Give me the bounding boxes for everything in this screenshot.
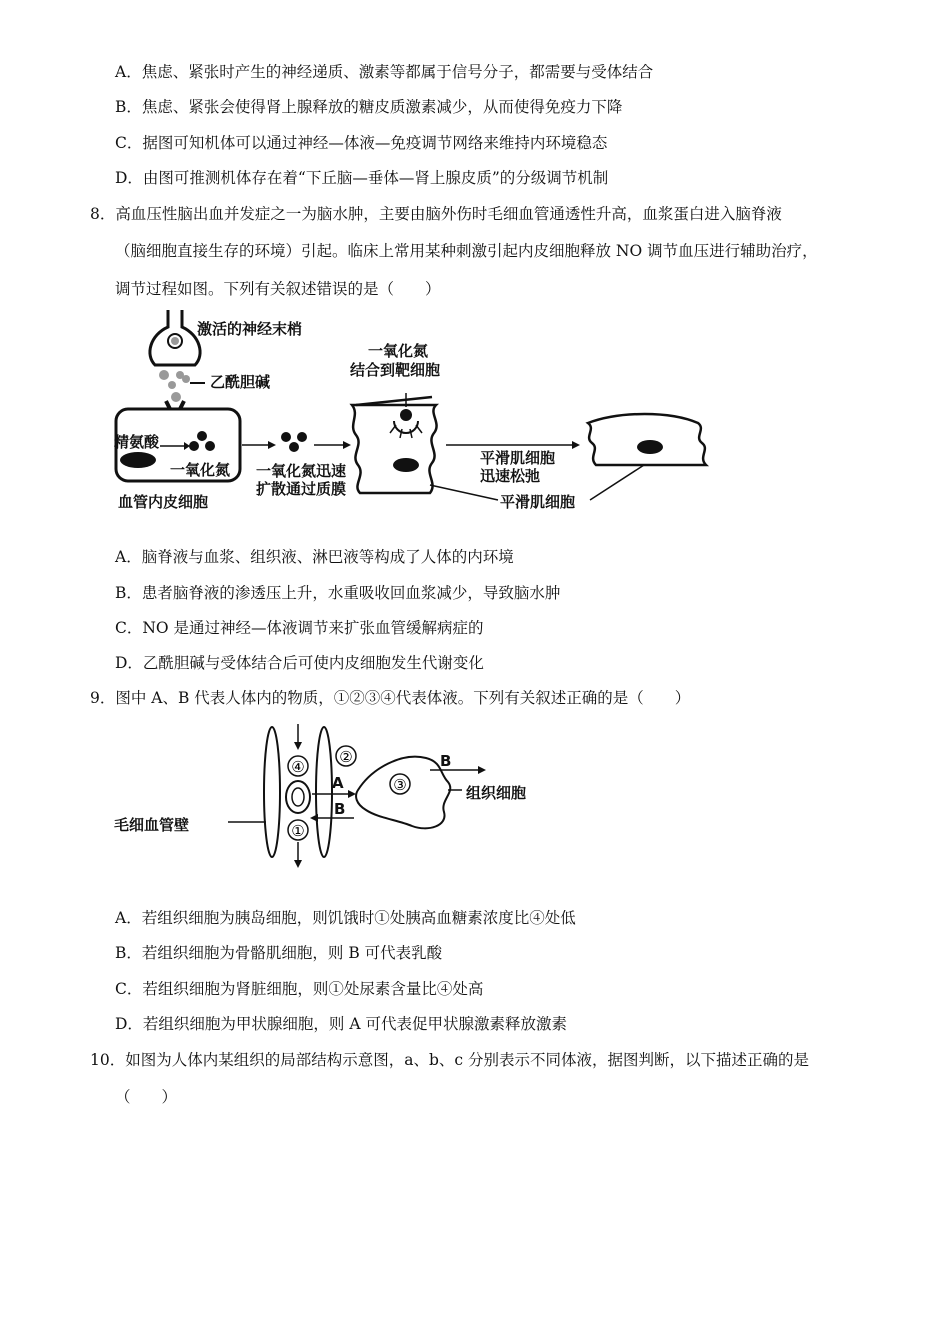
q8-stem-line2: （脑细胞直接生存的环境）引起。临床上常用某种刺激引起内皮细胞释放 NO 调节血压进行辅助治疗， bbox=[115, 242, 818, 260]
q9-figure bbox=[110, 722, 590, 872]
q7-option-b: B．焦虑、紧张会使得肾上腺释放的糖皮质激素减少，从而使得免疫力下降 bbox=[115, 98, 623, 116]
label-nerve-ending: 激活的神经末梢 bbox=[197, 320, 303, 338]
q7-option-d: D．由图可推测机体存在着“下丘脑—垂体—肾上腺皮质”的分级调节机制 bbox=[115, 169, 609, 187]
q9-label-1: ① bbox=[291, 822, 305, 840]
q9-option-b: B．若组织细胞为骨骼肌细胞，则 B 可代表乳酸 bbox=[115, 944, 443, 962]
q8-option-c: C．NO 是通过神经—体液调节来扩张血管缓解病症的 bbox=[115, 619, 484, 637]
label-no: 一氧化氮 bbox=[170, 461, 231, 479]
label-acetylcholine: 乙酰胆碱 bbox=[210, 373, 271, 391]
q8-stem-line1: 8．高血压性脑出血并发症之一为脑水肿，主要由脑外伤时毛细血管通透性升高，血浆蛋白进入脑脊液 bbox=[90, 205, 782, 223]
q9-label-b2: B bbox=[334, 800, 346, 818]
q9-option-d: D．若组织细胞为甲状腺细胞，则 A 可代表促甲状腺激素释放激素 bbox=[115, 1015, 567, 1033]
label-no-diffuse-2: 扩散通过质膜 bbox=[256, 480, 347, 498]
q8-figure bbox=[110, 305, 730, 520]
q9-stem: 9．图中 A、B 代表人体内的物质，①②③④代表体液。下列有关叙述正确的是（ ） bbox=[90, 689, 691, 707]
q10-stem-line1: 10．如图为人体内某组织的局部结构示意图，a、b、c 分别表示不同体液，据图判断，以下描述正确的是 bbox=[90, 1051, 809, 1069]
label-relax-1: 平滑肌细胞 bbox=[480, 449, 556, 467]
q9-label-b: B bbox=[440, 752, 452, 770]
q9-option-a: A．若组织细胞为胰岛细胞，则饥饿时①处胰高血糖素浓度比④处低 bbox=[115, 909, 576, 927]
q10-stem-line2: （ ） bbox=[115, 1088, 178, 1106]
q7-option-a: A．焦虑、紧张时产生的神经递质、激素等都属于信号分子，都需要与受体结合 bbox=[115, 63, 654, 81]
label-no-bind-1: 一氧化氮 bbox=[368, 342, 429, 360]
q9-label-a: A bbox=[332, 774, 344, 792]
q8-option-b: B．患者脑脊液的渗透压上升，水重吸收回血浆减少，导致脑水肿 bbox=[115, 584, 561, 602]
label-no-bind-2: 结合到靶细胞 bbox=[350, 361, 441, 379]
label-arginine: 精氨酸 bbox=[114, 433, 160, 451]
q9-label-cell: 组织细胞 bbox=[466, 784, 527, 802]
label-no-diffuse-1: 一氧化氮迅速 bbox=[256, 462, 347, 480]
label-smooth: 平滑肌细胞 bbox=[500, 493, 576, 511]
q9-label-3: ③ bbox=[393, 776, 407, 794]
q7-option-c: C．据图可知机体可以通过神经—体液—免疫调节网络来维持内环境稳态 bbox=[115, 134, 608, 152]
q9-label-4: ④ bbox=[291, 758, 305, 776]
q8-stem-line3: 调节过程如图。下列有关叙述错误的是（ ） bbox=[115, 280, 441, 298]
q9-label-wall: 毛细血管壁 bbox=[114, 816, 190, 834]
label-relax-2: 迅速松弛 bbox=[480, 467, 541, 485]
q8-option-a: A．脑脊液与血浆、组织液、淋巴液等构成了人体的内环境 bbox=[115, 548, 514, 566]
q9-label-2: ② bbox=[339, 748, 353, 766]
q9-option-c: C．若组织细胞为肾脏细胞，则①处尿素含量比④处高 bbox=[115, 980, 484, 998]
q8-option-d: D．乙酰胆碱与受体结合后可使内皮细胞发生代谢变化 bbox=[115, 654, 484, 672]
label-endothelial: 血管内皮细胞 bbox=[118, 493, 209, 511]
